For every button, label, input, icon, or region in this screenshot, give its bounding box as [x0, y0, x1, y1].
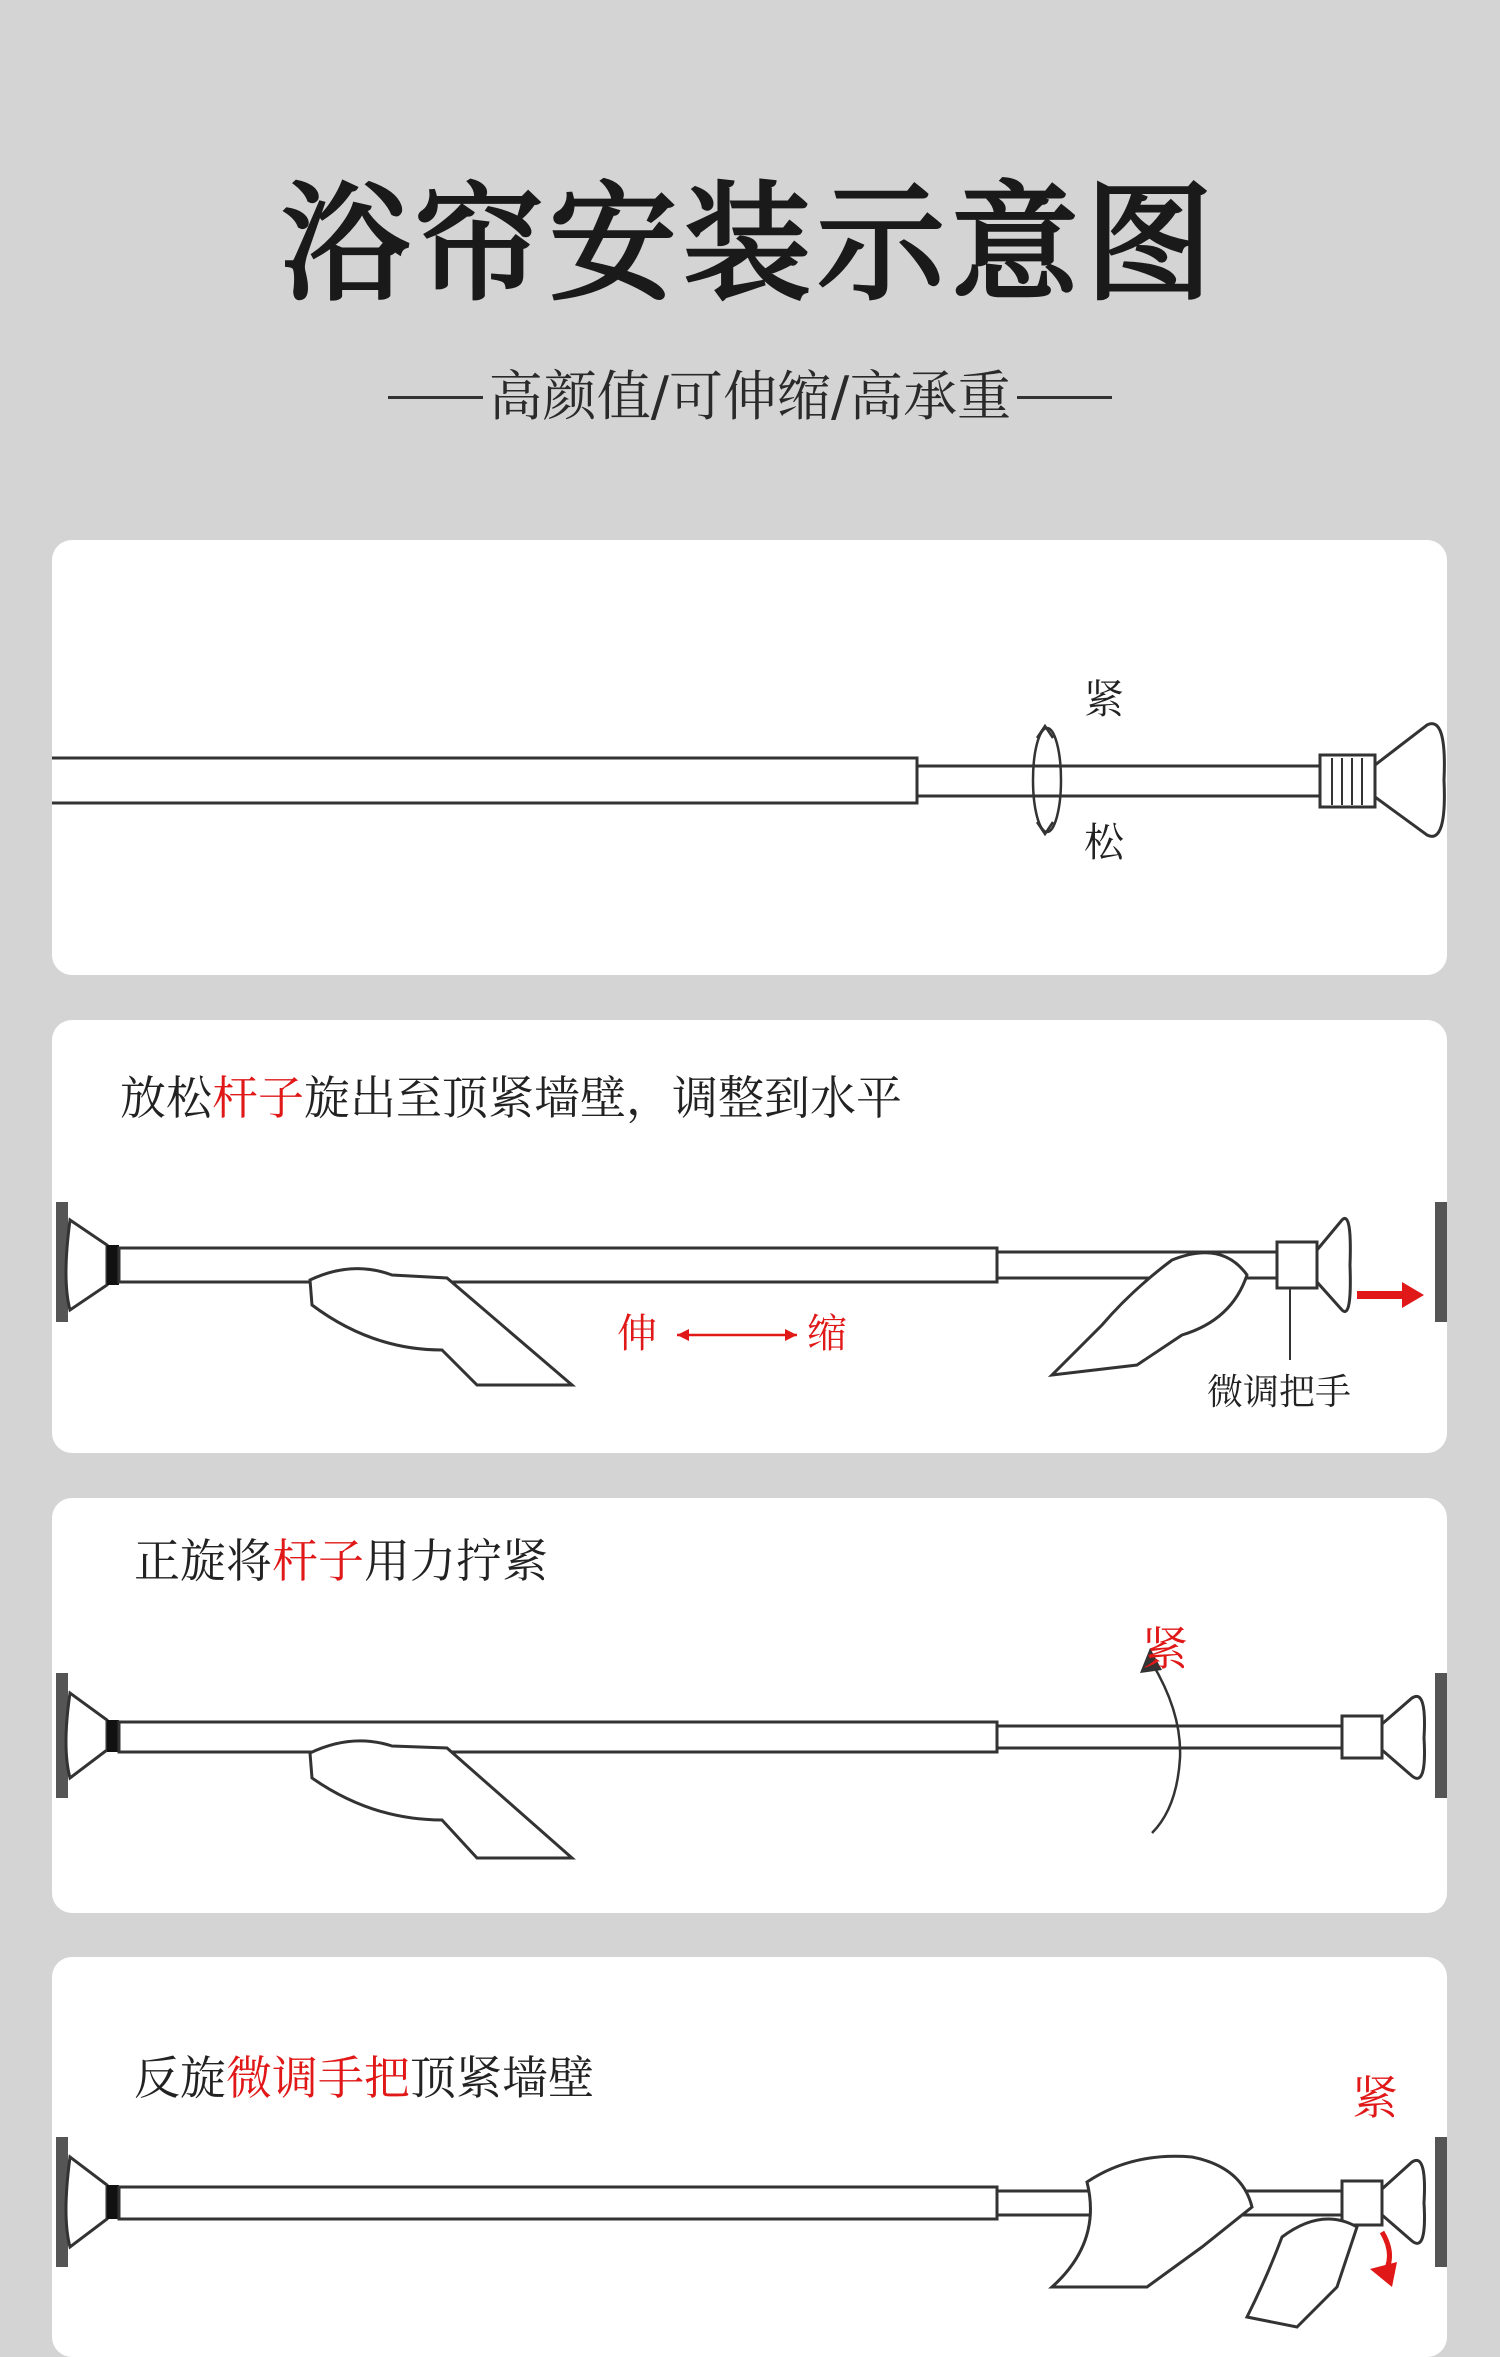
left-suction-cup — [66, 2157, 107, 2247]
step-4-caption: 反旋微调手把顶紧墙壁 — [134, 2051, 594, 2105]
adjust-handle — [1320, 755, 1375, 807]
step-3-caption: 正旋将杆子用力拧紧 — [134, 1534, 548, 1588]
extend-label: 伸 — [617, 1311, 657, 1357]
hand-left — [310, 1741, 572, 1858]
right-suction-cup — [1317, 1218, 1350, 1311]
rod-closeup-diagram — [52, 540, 1447, 975]
inner-tube — [997, 1726, 1392, 1748]
right-suction-cup — [1382, 1696, 1425, 1778]
page-subtitle: 高颜值/可伸缩/高承重 — [488, 365, 1012, 428]
step-panel-1 — [52, 540, 1447, 975]
right-wall — [1435, 2137, 1447, 2267]
outer-tube — [119, 2187, 997, 2219]
outer-tube — [119, 1248, 997, 1282]
tight-label: 紧 — [1084, 677, 1124, 723]
right-suction-cup — [1382, 2160, 1425, 2243]
hand-right — [1247, 2219, 1357, 2327]
subtitle-divider-left — [388, 396, 483, 399]
adjust-handle — [1342, 1716, 1382, 1758]
right-wall — [1435, 1673, 1447, 1798]
retract-label: 缩 — [807, 1311, 847, 1357]
hand-left — [310, 1269, 572, 1385]
adjust-handle — [1342, 2181, 1382, 2225]
subtitle-divider-right — [1017, 396, 1112, 399]
right-wall — [1435, 1202, 1447, 1322]
subtitle-row — [0, 365, 1500, 428]
hand-left — [1052, 2156, 1252, 2287]
page-title: 浴帘安装示意图 — [280, 169, 1219, 319]
handle-label: 微调把手 — [1207, 1372, 1352, 1413]
step-panel-4 — [52, 1957, 1447, 2357]
adjust-handle — [1277, 1242, 1317, 1288]
tight-label: 紧 — [1142, 1622, 1188, 1676]
tight-label: 紧 — [1352, 2071, 1398, 2125]
step-panel-2 — [52, 1020, 1447, 1453]
step-panel-3 — [52, 1498, 1447, 1913]
rod-handle-diagram — [52, 1957, 1447, 2357]
suction-cup — [1375, 724, 1444, 837]
left-suction-cup — [66, 1693, 107, 1778]
rod-tighten-diagram — [52, 1498, 1447, 1913]
outer-tube — [52, 758, 917, 803]
loose-label: 松 — [1084, 820, 1124, 866]
step-2-caption: 放松杆子旋出至顶紧墙壁，调整到水平 — [120, 1071, 902, 1125]
left-suction-cup — [66, 1220, 107, 1310]
inner-tube — [917, 766, 1327, 796]
outer-tube — [119, 1722, 997, 1752]
